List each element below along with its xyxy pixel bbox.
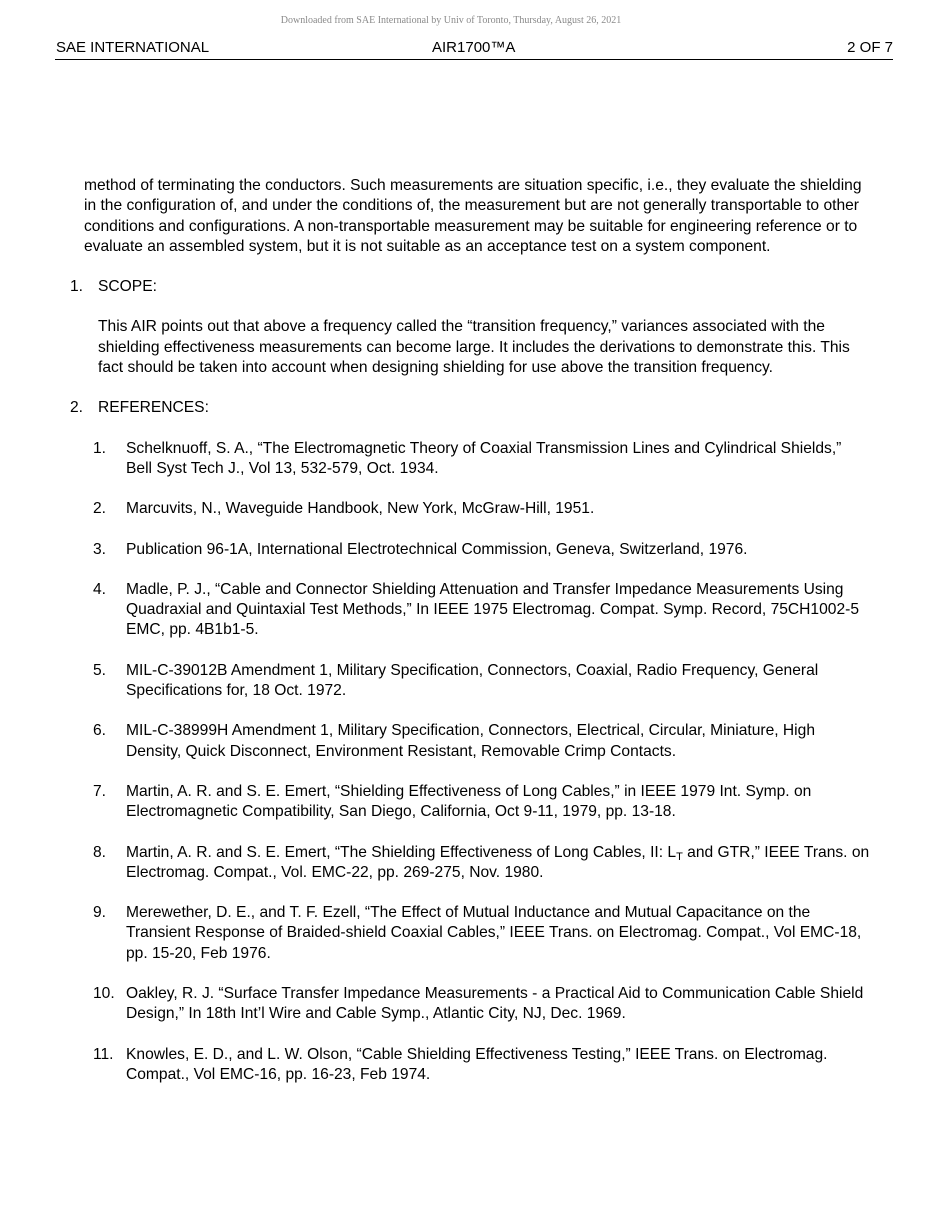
reference-text: Publication 96-1A, International Electrotechnical Commission, Geneva, Switzerland, 1976. bbox=[126, 540, 748, 558]
reference-text: Marcuvits, N., Waveguide Handbook, New York, McGraw-Hill, 1951. bbox=[126, 500, 595, 518]
section-title: SCOPE: bbox=[98, 278, 157, 296]
reference-item bbox=[93, 580, 871, 641]
reference-text: Merewether, D. E., and T. F. Ezell, “The Effect of Mutual Inductance and Mutual Capacitance on the Transient Response of Braided-shield Coaxial Cables,” IEEE Trans. on Electromag. Compat., Vol EMC-18, pp. 15-20, Feb 1976. bbox=[126, 904, 862, 962]
reference-text: MIL-C-39012B Amendment 1, Military Specification, Connectors, Coaxial, Radio Frequency, General Specifications for, 18 Oct. 1972. bbox=[126, 661, 819, 700]
reference-item bbox=[93, 540, 871, 560]
reference-text: Madle, P. J., “Cable and Connector Shielding Attenuation and Transfer Impedance Measurements Using Quadraxial and Quintaxial Test Methods,” In IEEE 1975 Electromag. Compat. Symp. Record, 75CH1002-5 EMC, pp. 4B1b1-5. bbox=[126, 580, 859, 639]
header-page-number: 2 OF 7 bbox=[847, 39, 893, 56]
section-heading-references bbox=[70, 398, 950, 418]
reference-text-end: and GTR,” IEEE Trans. on Electromag. Compat., Vol. EMC-22, pp. 269-275, Nov. 1980. bbox=[126, 843, 870, 881]
reference-item bbox=[93, 903, 871, 964]
reference-number: 6. bbox=[93, 722, 107, 740]
reference-item bbox=[93, 721, 871, 762]
reference-number: 7. bbox=[93, 782, 107, 800]
header-organization: SAE INTERNATIONAL bbox=[56, 39, 210, 56]
header-document-id: AIR1700™A bbox=[432, 39, 516, 56]
references-list bbox=[0, 439, 950, 1086]
reference-number: 5. bbox=[93, 661, 107, 679]
section-number: 1. bbox=[70, 278, 84, 296]
reference-item bbox=[93, 843, 871, 884]
document-body bbox=[0, 176, 950, 1105]
section-heading-scope bbox=[70, 277, 950, 297]
reference-item bbox=[93, 782, 871, 823]
page-header bbox=[55, 39, 893, 60]
reference-number: 4. bbox=[93, 580, 107, 598]
reference-number: 10. bbox=[93, 985, 115, 1003]
reference-text-start: Martin, A. R. and S. E. Emert, “The Shielding Effectiveness of Long Cables, II: L bbox=[126, 843, 677, 861]
intro-paragraph: method of terminating the conductors. Such measurements are situation specific, i.e., they evaluate the shielding in the configuration of, and under the conditions of, the measurement but are not generally transportable to other conditions and configurations. A non-transportable measurement may be suitable for engineering reference or to evaluate an assembled system, but it is not suitable as an acceptance test on a system component. bbox=[84, 177, 862, 255]
reference-item bbox=[93, 499, 871, 519]
download-watermark: Downloaded from SAE International by Univ of Toronto, Thursday, August 26, 2021 bbox=[280, 15, 622, 26]
reference-number: 8. bbox=[93, 843, 107, 861]
reference-item bbox=[93, 1045, 871, 1086]
reference-item bbox=[93, 439, 871, 480]
reference-number: 11. bbox=[93, 1045, 114, 1063]
reference-number: 1. bbox=[93, 439, 107, 457]
reference-subscript: T bbox=[676, 850, 683, 863]
reference-text: Martin, A. R. and S. E. Emert, “Shielding Effectiveness of Long Cables,” in IEEE 1979 Int. Symp. on Electromagnetic Compatibility, San Diego, California, Oct 9-11, 1979, pp. 13-18. bbox=[126, 782, 812, 821]
reference-text: Knowles, E. D., and L. W. Olson, “Cable Shielding Effectiveness Testing,” IEEE Trans. on Electromag. Compat., Vol EMC-16, pp. 16-23, Feb 1974. bbox=[126, 1045, 828, 1083]
scope-paragraph: This AIR points out that above a frequency called the “transition frequency,” variances associated with the shielding effectiveness measurements can become large. It includes the derivations to demonstrate this. This fact should be taken into account when designing shielding for use above the transition frequency. bbox=[98, 318, 850, 377]
reference-item bbox=[93, 984, 871, 1025]
section-number: 2. bbox=[70, 399, 84, 417]
reference-text: Schelknuoff, S. A., “The Electromagnetic Theory of Coaxial Transmission Lines and Cylindrical Shields,” Bell Syst Tech J., Vol 13, 532-579, Oct. 1934. bbox=[126, 439, 842, 477]
reference-text: Oakley, R. J. “Surface Transfer Impedance Measurements - a Practical Aid to Communication Cable Shield Design,” In 18th Int’l Wire and Cable Symp., Atlantic City, NJ, Dec. 1969. bbox=[126, 985, 864, 1023]
reference-item bbox=[93, 661, 871, 702]
reference-text: MIL-C-38999H Amendment 1, Military Specification, Connectors, Electrical, Circular, Miniature, High Density, Quick Disconnect, Environment Resistant, Removable Crimp Contacts. bbox=[126, 722, 815, 760]
reference-number: 9. bbox=[93, 904, 107, 922]
reference-number: 2. bbox=[93, 500, 107, 518]
section-title: REFERENCES: bbox=[98, 399, 209, 417]
reference-number: 3. bbox=[93, 540, 107, 558]
